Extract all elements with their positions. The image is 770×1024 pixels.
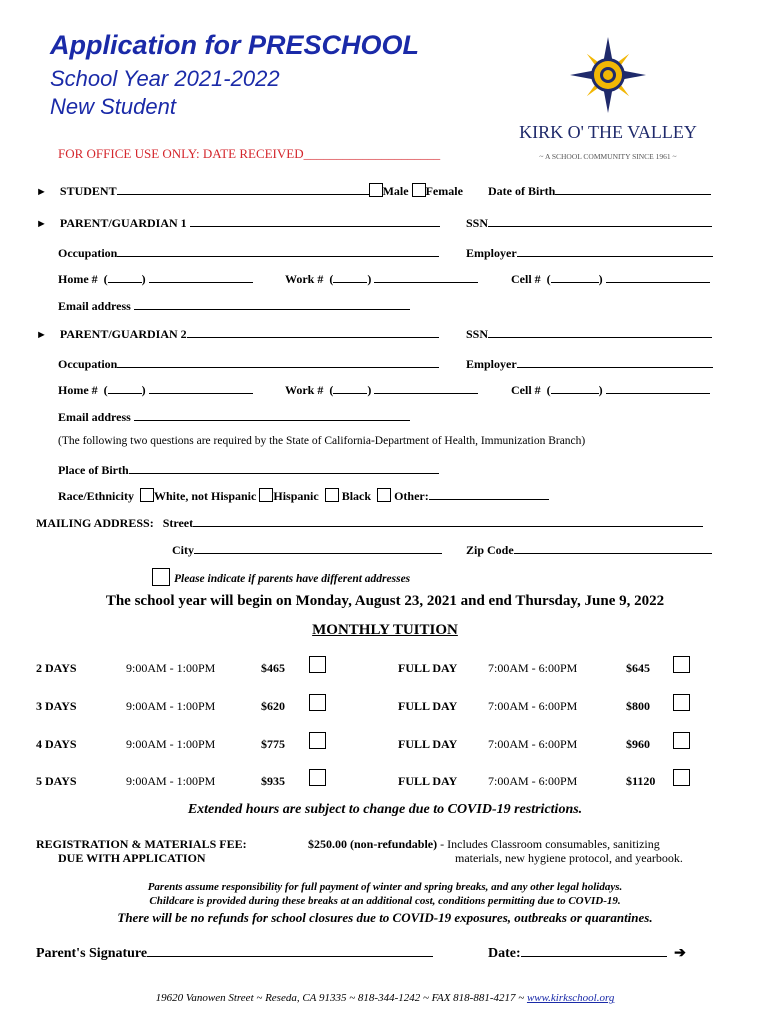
student-label: STUDENT <box>59 184 117 198</box>
zip-label: Zip Code <box>466 543 514 557</box>
parent1-home-row: Home # ( ) <box>58 271 253 287</box>
policy-line1: Parents assume responsibility for full payment of winter and spring breaks, and any other legal holidays. <box>147 881 623 893</box>
parent1-name-field[interactable] <box>190 215 440 227</box>
cell-label: Cell # <box>511 272 541 286</box>
home-label: Home # <box>58 272 98 286</box>
parent1-label: PARENT/GUARDIAN 1 <box>59 216 187 230</box>
parent2-name-field[interactable] <box>187 326 439 338</box>
tuition-days: 5 DAYS <box>36 774 77 788</box>
dob-field[interactable] <box>555 183 711 195</box>
city-label: City <box>172 543 194 557</box>
parent2-home-area-field[interactable] <box>108 382 142 394</box>
work-label: Work # <box>285 272 324 286</box>
tuition-half-time: 9:00AM - 1:00PM <box>126 699 216 713</box>
birth-place-row <box>58 462 439 478</box>
parent2-occupation-row <box>58 356 439 372</box>
parent1-home-area-field[interactable] <box>108 271 142 283</box>
other-label: Other: <box>394 489 429 503</box>
email-label: Email address <box>58 410 131 424</box>
tuition-half-time: 9:00AM - 1:00PM <box>126 661 216 675</box>
fee-amount: $250.00 (non-refundable) <box>308 837 438 851</box>
tuition-half-price: $775 <box>261 737 285 751</box>
full-day-checkbox[interactable] <box>673 769 690 786</box>
new-student-subtitle: New Student <box>50 94 176 119</box>
tuition-full-time: 7:00AM - 6:00PM <box>488 661 578 675</box>
parent2-cell-field[interactable] <box>606 382 710 394</box>
cell-label: Cell # <box>511 383 541 397</box>
office-use-line: FOR OFFICE USE ONLY: DATE RECEIVED_____________________ <box>58 146 441 161</box>
occupation-label: Occupation <box>58 246 118 260</box>
student-row <box>36 183 463 199</box>
tuition-full-day-label: FULL DAY <box>398 737 458 751</box>
hispanic-label: Hispanic <box>273 489 319 503</box>
parent2-email-row <box>58 409 410 425</box>
parent1-row <box>36 215 440 231</box>
mailing-label: MAILING ADDRESS: <box>36 516 154 530</box>
website-link[interactable]: www.kirkschool.org <box>526 992 615 1004</box>
parent2-ssn-field[interactable] <box>488 326 712 338</box>
zip-row <box>466 542 712 558</box>
parent2-email-field[interactable] <box>134 409 410 421</box>
black-checkbox[interactable] <box>325 488 339 502</box>
race-row <box>58 488 549 504</box>
ssn-label: SSN <box>466 216 489 230</box>
logo-name: KIRK O' THE VALLEY <box>519 122 697 142</box>
home-label: Home # <box>58 383 98 397</box>
female-label: Female <box>425 184 463 198</box>
parent2-employer-row <box>466 356 713 372</box>
footer-address: 19620 Vanowen Street ~ Reseda, CA 91335 ~ 818-344-1242 ~ FAX 818-881-4217 ~ <box>155 992 527 1004</box>
date-field[interactable] <box>521 943 667 957</box>
logo-tagline: ~ A SCHOOL COMMUNITY SINCE 1961 ~ <box>539 152 677 161</box>
school-year-dates: The school year will begin on Monday, August 23, 2021 and end Thursday, June 9, 2022 <box>105 593 665 609</box>
city-field[interactable] <box>194 542 442 554</box>
tuition-full-day-label: FULL DAY <box>398 699 458 713</box>
parent1-email-row <box>58 298 410 314</box>
diff-address-checkbox[interactable] <box>152 568 170 586</box>
dob-row <box>488 183 711 199</box>
street-field[interactable] <box>193 515 703 527</box>
parent1-home-field[interactable] <box>149 271 253 283</box>
student-name-field[interactable] <box>117 183 369 195</box>
parent1-ssn-field[interactable] <box>488 215 712 227</box>
full-day-checkbox[interactable] <box>673 732 690 749</box>
parent1-email-field[interactable] <box>134 298 410 310</box>
tuition-full-time: 7:00AM - 6:00PM <box>488 774 578 788</box>
parent2-occupation-field[interactable] <box>117 356 439 368</box>
zip-field[interactable] <box>514 542 712 554</box>
parent2-work-area-field[interactable] <box>333 382 367 394</box>
fee-desc2: materials, new hygiene protocol, and yearbook. <box>455 851 683 865</box>
employer-label: Employer <box>466 246 517 260</box>
work-label: Work # <box>285 383 324 397</box>
half-day-checkbox[interactable] <box>309 732 326 749</box>
half-day-checkbox[interactable] <box>309 769 326 786</box>
page-title: Application for PRESCHOOL <box>50 30 420 60</box>
policy-line2: Childcare is provided during these breaks at an additional cost, conditions permitting due to COVID-19. <box>149 895 621 907</box>
race-label: Race/Ethnicity <box>58 489 134 503</box>
tuition-full-price: $960 <box>626 737 650 751</box>
male-label: Male <box>382 184 409 198</box>
parent1-occupation-row <box>58 245 439 261</box>
signature-field[interactable] <box>147 943 433 957</box>
fee-label: REGISTRATION & MATERIALS FEE: <box>36 837 247 851</box>
parent1-employer-row <box>466 245 713 261</box>
extended-hours-note: Extended hours are subject to change due to COVID-19 restrictions. <box>187 802 583 817</box>
full-day-checkbox[interactable] <box>673 694 690 711</box>
parent2-ssn-row <box>466 326 712 342</box>
half-day-checkbox[interactable] <box>309 694 326 711</box>
tuition-half-time: 9:00AM - 1:00PM <box>126 737 216 751</box>
tuition-heading: MONTHLY TUITION <box>312 622 458 638</box>
mailing-row <box>36 515 703 531</box>
hispanic-checkbox[interactable] <box>259 488 273 502</box>
school-year-subtitle: School Year 2021-2022 <box>50 66 280 91</box>
date-label: Date: <box>488 946 521 961</box>
arrow-right-icon: ➔ <box>674 946 686 961</box>
fee-due-label: DUE WITH APPLICATION <box>58 851 206 865</box>
footer <box>0 992 770 1004</box>
ssn-label: SSN <box>466 327 489 341</box>
tuition-full-price: $645 <box>626 661 650 675</box>
parent2-label: PARENT/GUARDIAN 2 <box>59 327 187 341</box>
tuition-half-price: $935 <box>261 774 285 788</box>
bullet-arrow-icon: ► <box>36 186 47 198</box>
parent2-cell-area-field[interactable] <box>551 382 599 394</box>
parent2-work-field[interactable] <box>374 382 478 394</box>
bullet-arrow-icon: ► <box>36 218 47 230</box>
tuition-days: 2 DAYS <box>36 661 77 675</box>
parent1-work-field[interactable] <box>374 271 478 283</box>
signature-row <box>36 943 433 962</box>
parent1-cell-row: Cell # ( ) <box>511 271 710 287</box>
tuition-full-time: 7:00AM - 6:00PM <box>488 699 578 713</box>
tuition-days: 4 DAYS <box>36 737 77 751</box>
parent1-work-area-field[interactable] <box>333 271 367 283</box>
parent2-work-row: Work # ( ) <box>285 382 478 398</box>
city-row <box>172 542 442 558</box>
policy-line3: There will be no refunds for school closures due to COVID-19 exposures, outbreaks or quarantines. <box>117 910 653 925</box>
parent1-ssn-row <box>466 215 712 231</box>
white-label: White, not Hispanic <box>154 489 257 503</box>
employer-label: Employer <box>466 357 517 371</box>
birth-place-label: Place of Birth <box>58 463 129 477</box>
fee-desc1: - Includes Classroom consumables, sanitizing <box>437 837 660 851</box>
tuition-full-day-label: FULL DAY <box>398 661 458 675</box>
signature-label: Parent's Signature <box>36 946 148 961</box>
bullet-arrow-icon: ► <box>36 329 47 341</box>
tuition-half-price: $465 <box>261 661 285 675</box>
other-field[interactable] <box>429 488 549 500</box>
parent1-employer-field[interactable] <box>517 245 713 257</box>
tuition-full-time: 7:00AM - 6:00PM <box>488 737 578 751</box>
parent1-cell-area-field[interactable] <box>551 271 599 283</box>
parent2-cell-row: Cell # ( ) <box>511 382 710 398</box>
occupation-label: Occupation <box>58 357 118 371</box>
white-checkbox[interactable] <box>140 488 154 502</box>
date-row <box>488 943 686 962</box>
tuition-half-time: 9:00AM - 1:00PM <box>126 774 216 788</box>
parent2-row <box>36 326 439 342</box>
tuition-days: 3 DAYS <box>36 699 77 713</box>
parent1-work-row: Work # ( ) <box>285 271 478 287</box>
birth-place-field[interactable] <box>129 462 439 474</box>
female-checkbox[interactable] <box>412 183 426 197</box>
tuition-full-price: $800 <box>626 699 650 713</box>
diff-address-row <box>152 568 410 587</box>
parent2-home-field[interactable] <box>149 382 253 394</box>
tuition-half-price: $620 <box>261 699 285 713</box>
half-day-checkbox[interactable] <box>309 656 326 673</box>
diff-address-label: Please indicate if parents have different addresses <box>174 573 411 585</box>
fee-amount-row <box>308 837 660 852</box>
state-requirement-note: (The following two questions are required by the State of California-Department of Health, Immunization Branch) <box>58 435 586 447</box>
full-day-checkbox[interactable] <box>673 656 690 673</box>
tuition-full-day-label: FULL DAY <box>398 774 458 788</box>
street-label: Street <box>162 516 194 530</box>
dob-label: Date of Birth <box>488 184 556 198</box>
school-logo <box>508 35 708 165</box>
parent1-occupation-field[interactable] <box>117 245 439 257</box>
parent1-cell-field[interactable] <box>606 271 710 283</box>
tuition-full-price: $1120 <box>626 774 656 788</box>
other-checkbox[interactable] <box>377 488 391 502</box>
parent2-home-row: Home # ( ) <box>58 382 253 398</box>
male-checkbox[interactable] <box>369 183 383 197</box>
black-label: Black <box>341 489 372 503</box>
compass-emblem-icon <box>508 35 708 165</box>
email-label: Email address <box>58 299 131 313</box>
parent2-employer-field[interactable] <box>517 356 713 368</box>
